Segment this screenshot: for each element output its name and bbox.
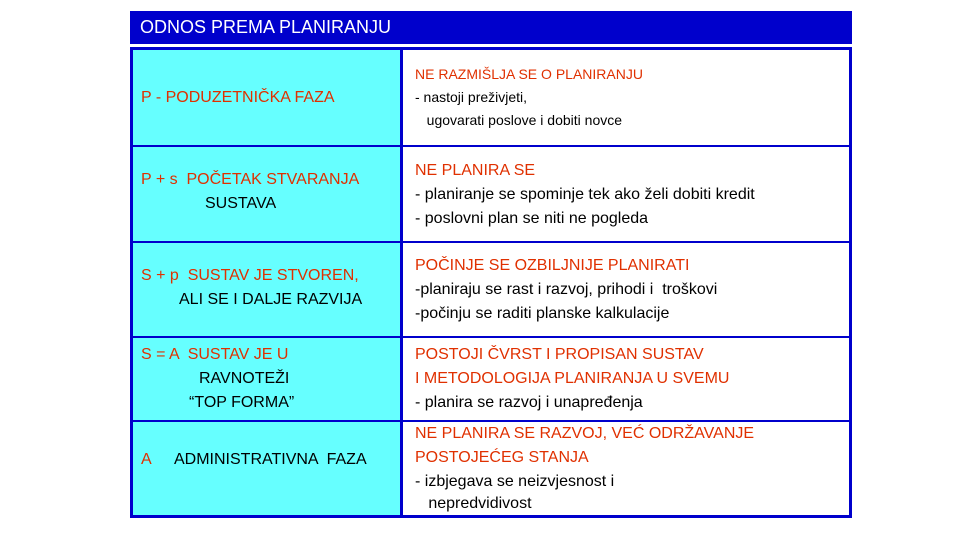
description-heading: NE PLANIRA SE: [415, 162, 536, 179]
description-line: ugovarati poslove i dobiti novce: [415, 112, 623, 128]
description-line: -planiraju se rast i razvoj, prihodi i troškovi: [415, 281, 718, 298]
description-heading: POSTOJEĆEG STANJA: [415, 449, 589, 466]
phase-label: P + s POČETAK STVARANJA: [141, 171, 360, 188]
planning-table: [130, 47, 852, 518]
description-heading: I METODOLOGIJA PLANIRANJA U SVEMU: [415, 370, 730, 387]
table-row: [133, 243, 849, 336]
phase-label: S = A SUSTAV JE U: [141, 346, 289, 363]
phase-cell: [133, 338, 400, 420]
description-line: - planira se razvoj i unapređenja: [415, 394, 643, 411]
phase-label-cont: “TOP FORMA”: [189, 394, 295, 411]
page-header: [130, 11, 852, 44]
table-row: [133, 50, 849, 145]
description-cell: [403, 338, 849, 420]
description-heading: POČINJE SE OZBILJNIJE PLANIRATI: [415, 257, 690, 274]
phase-cell: [133, 243, 400, 336]
phase-label-cont: ALI SE I DALJE RAZVIJA: [179, 291, 363, 308]
description-line: - poslovni plan se niti ne pogleda: [415, 210, 649, 227]
description-cell: [403, 147, 849, 241]
description-heading: NE RAZMIŠLJA SE O PLANIRANJU: [415, 66, 643, 82]
phase-label: S + p SUSTAV JE STVOREN,: [141, 267, 359, 284]
description-line: - planiranje se spominje tek ako želi dobiti kredit: [415, 186, 755, 203]
phase-cell: [133, 147, 400, 241]
description-cell: [403, 50, 849, 145]
description-cell: [403, 422, 849, 515]
page-title: ODNOS PREMA PLANIRANJU: [140, 17, 392, 37]
description-line: nepredvidivost: [415, 495, 532, 512]
description-heading: NE PLANIRA SE RAZVOJ, VEĆ ODRŽAVANJE: [415, 425, 755, 442]
phase-cell: [133, 50, 400, 145]
phase-label: P - PODUZETNIČKA FAZA: [141, 89, 335, 106]
description-cell: [403, 243, 849, 336]
table-row: [133, 147, 849, 241]
phase-label: ADMINISTRATIVNA FAZA: [174, 451, 367, 468]
table-row: [133, 338, 849, 420]
phase-letter: A: [141, 451, 152, 468]
phase-label-cont: RAVNOTEŽI: [199, 370, 290, 387]
description-heading: POSTOJI ČVRST I PROPISAN SUSTAV: [415, 346, 704, 363]
description-line: - nastoji preživjeti,: [415, 89, 528, 105]
phase-label-cont: SUSTAVA: [205, 195, 277, 212]
table-row: [133, 422, 849, 515]
description-line: -počinju se raditi planske kalkulacije: [415, 305, 670, 322]
phase-cell: [133, 422, 400, 515]
description-line: - izbjegava se neizvjesnost i: [415, 473, 615, 490]
